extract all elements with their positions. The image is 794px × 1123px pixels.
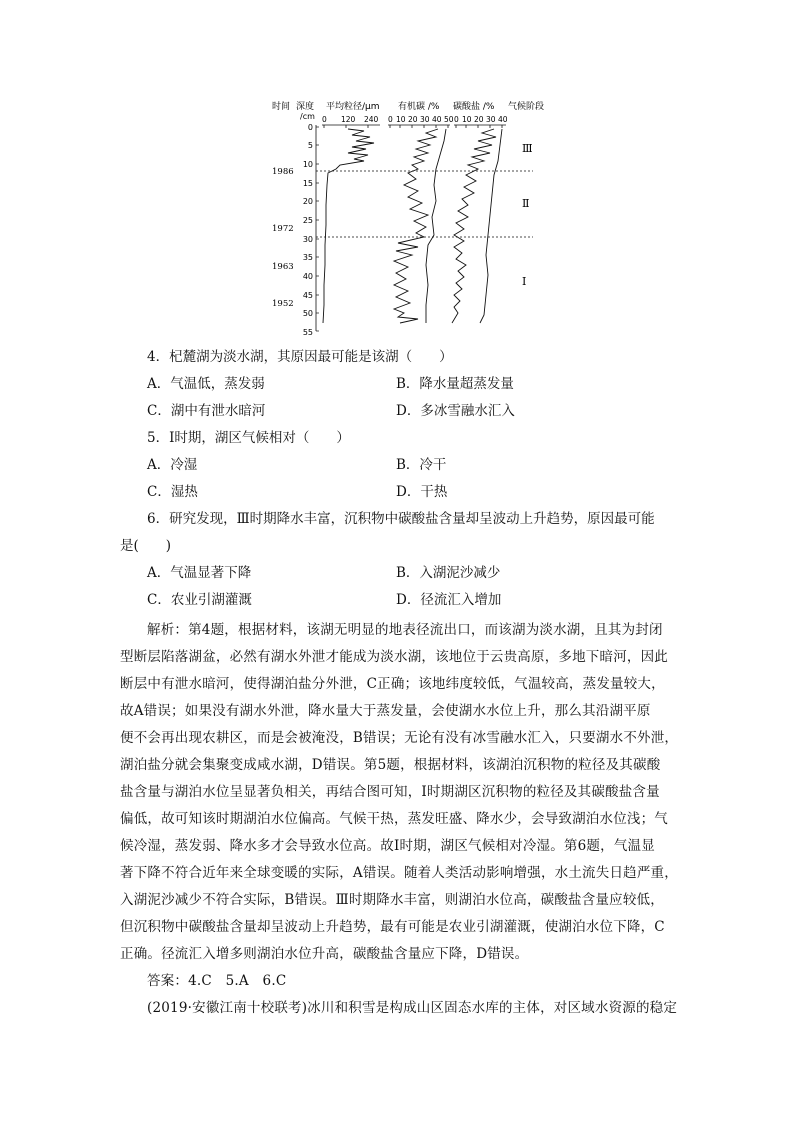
year-label: 1952 — [272, 299, 294, 309]
carbonate-curve — [452, 129, 496, 323]
stage-label: Ⅱ — [522, 197, 530, 210]
q4-option-b: B．降水量超蒸发量 — [396, 376, 514, 392]
depth-tick: 35 — [302, 253, 313, 262]
carbonate-tick: 10 — [462, 115, 472, 124]
analysis-line: 型断层陷落湖盆，必然有湖水外泄才能成为淡水湖，该地位于云贵高原，多地下暗河，因此 — [120, 649, 668, 665]
organic-carbon-curve — [394, 129, 438, 323]
q6-option-c: C．农业引湖灌溉 — [147, 592, 252, 608]
analysis-line: 盐含量与湖泊水位呈显著负相关，再结合图可知，Ⅰ时期湖区沉积物的粒径及其碳酸盐含量 — [120, 784, 660, 800]
q5-option-b: B．冷干 — [396, 457, 447, 473]
q4-option-c: C．湖中有泄水暗河 — [147, 403, 266, 419]
depth-tick: 20 — [302, 197, 313, 206]
organic-tick: 40 — [432, 115, 442, 124]
analysis-line: 但沉积物中碳酸盐含量却呈波动上升趋势，最有可能是农业引湖灌溉，使湖泊水位下降，C — [120, 919, 665, 935]
analysis-line: 正确。径流汇入增多则湖泊水位升高，碳酸盐含量应下降，D错误。 — [120, 946, 529, 962]
organic-carbon-envelope — [426, 129, 446, 323]
carbonate-header: 碳酸盐 /% — [453, 102, 495, 112]
year-label: 1963 — [272, 262, 294, 272]
q5-option-a: A．冷湿 — [147, 457, 198, 473]
depth-tick: 5 — [307, 141, 313, 150]
carbonate-envelope — [480, 129, 502, 323]
organic-carbon-header: 有机碳 /% — [398, 102, 440, 112]
next-passage-line: (2019·安徽江南十校联考)冰川和积雪是构成山区固态水库的主体，对区域水资源的稳定 — [147, 1000, 678, 1016]
grain-tick: 0 — [322, 115, 327, 124]
q6-stem-line2: 是( ) — [120, 538, 172, 554]
stage-label: Ⅲ — [522, 142, 533, 155]
depth-tick: 50 — [302, 309, 313, 318]
organic-tick: 20 — [408, 115, 418, 124]
analysis-line: 著下降不符合近年来全球变暖的实际，A错误。随着人类活动影响增强，水土流失日趋严重， — [120, 865, 678, 881]
depth-tick: 15 — [302, 179, 313, 188]
grain-size-header: 平均粒径/μm — [326, 102, 380, 112]
depth-unit-label: /cm — [300, 112, 315, 121]
year-label: 1972 — [272, 224, 294, 234]
depth-tick: 25 — [302, 216, 313, 225]
q4-option-a: A．气温低，蒸发弱 — [147, 376, 265, 392]
sediment-profile-figure — [268, 95, 558, 340]
depth-tick: 0 — [307, 123, 313, 132]
q5-stem: 5．Ⅰ时期，湖区气候相对（ ） — [147, 430, 350, 446]
q4-stem: 4．杞麓湖为淡水湖，其原因最可能是该湖（ ） — [147, 349, 453, 365]
analysis-line: 偏低，故可知该时期湖泊水位偏高。气候干热，蒸发旺盛、降水少，会导致湖泊水位浅；气 — [120, 811, 668, 827]
depth-tick: 55 — [302, 328, 313, 337]
carbonate-tick: 20 — [474, 115, 484, 124]
organic-tick: 0 — [388, 115, 393, 124]
organic-tick: 50 — [444, 115, 454, 124]
analysis-line: 解析：第4题，根据材料，该湖无明显的地表径流出口，而该湖为淡水湖，且其为封闭 — [147, 622, 663, 638]
depth-tick: 10 — [302, 160, 313, 169]
analysis-line: 故A错误；如果没有湖水外泄，降水量大于蒸发量，会使湖水水位上升，那么其沿湖平原 — [120, 703, 651, 719]
analysis-line: 入湖泥沙减少不符合实际，B错误。Ⅲ时期降水丰富，则湖泊水位高，碳酸盐含量应较低， — [120, 892, 664, 908]
climate-stage-header: 气候阶段 — [508, 102, 545, 112]
q6-stem-line1: 6．研究发现，Ⅲ时期降水丰富，沉积物中碳酸盐含量却呈波动上升趋势，原因最可能 — [147, 511, 655, 527]
q6-option-d: D．径流汇入增加 — [396, 592, 502, 608]
analysis-line: 湖泊盐分就会集聚变成咸水湖，D错误。第5题，根据材料，该湖泊沉积物的粒径及其碳酸 — [120, 757, 661, 773]
answer-line: 答案：4.C 5.A 6.C — [147, 973, 287, 989]
depth-header: 深度 — [296, 102, 315, 112]
year-label: 1986 — [272, 167, 294, 177]
grain-tick: 240 — [364, 115, 379, 124]
q5-option-d: D．干热 — [396, 484, 448, 500]
q6-option-b: B．入湖泥沙减少 — [396, 565, 501, 581]
grain-tick: 120 — [341, 115, 356, 124]
organic-tick: 30 — [420, 115, 430, 124]
q5-option-c: C．湿热 — [147, 484, 198, 500]
grain-size-curve — [323, 129, 374, 323]
carbonate-tick: 0 — [454, 115, 459, 124]
q6-option-a: A．气温显著下降 — [147, 565, 252, 581]
organic-tick: 10 — [396, 115, 406, 124]
carbonate-tick: 30 — [486, 115, 496, 124]
stage-label: Ⅰ — [522, 275, 527, 288]
q4-option-d: D．多冰雪融水汇入 — [396, 403, 515, 419]
analysis-line: 断层中有泄水暗河，使得湖泊盐分外泄，C正确；该地纬度较低，气温较高，蒸发量较大， — [120, 676, 665, 692]
time-header: 时间 — [272, 102, 291, 112]
depth-tick: 40 — [302, 272, 313, 281]
analysis-line: 候冷湿，蒸发弱、降水多才会导致水位高。故Ⅰ时期，湖区气候相对冷湿。第6题，气温显 — [120, 838, 655, 854]
analysis-line: 便不会再出现农耕区，而是会被淹没，B错误；无论有没有冰雪融水汇入，只要湖水不外泄， — [120, 730, 679, 746]
depth-tick: 45 — [302, 291, 313, 300]
carbonate-tick: 40 — [498, 115, 508, 124]
depth-tick: 30 — [302, 235, 313, 244]
